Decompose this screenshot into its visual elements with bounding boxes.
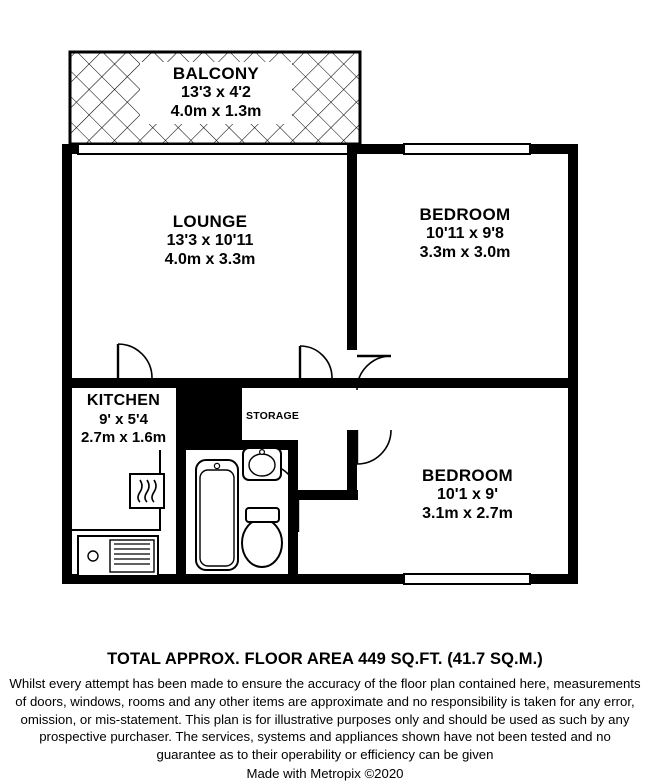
room-label-bedroom-1 <box>370 205 560 263</box>
disclaimer-text: Whilst every attempt has been made to ensure the accuracy of the floor plan contained here, measurements of doors, windows, rooms and any other items are approximate and no responsibility is taken for any error, omission, or mis-statement. This plan is for illustrative purposes only and should be used as such by any prospective purchaser. The services, systems and appliances shown have not been tested and no guarantee as to their operability or efficiency can be given <box>9 676 641 763</box>
room-label-lounge <box>115 212 305 270</box>
room-name-kitchen: KITCHEN <box>86 392 161 409</box>
kitchen-fittings <box>72 450 164 576</box>
room-dim-imperial-bedroom-2: 10'1 x 9' <box>437 486 498 504</box>
room-name-lounge: LOUNGE <box>172 212 248 231</box>
floor-plan-footer <box>0 640 650 781</box>
room-name-balcony: BALCONY <box>172 64 260 83</box>
room-dim-imperial-lounge: 13'3 x 10'11 <box>166 232 254 250</box>
room-name-bedroom-1: BEDROOM <box>419 205 511 224</box>
room-label-storage: STORAGE <box>246 410 300 422</box>
total-floor-area: TOTAL APPROX. FLOOR AREA 449 SQ.FT. (41.7 SQ.M.) <box>107 650 543 668</box>
room-label-balcony <box>116 64 316 122</box>
made-with-credit: Made with Metropix ©2020 <box>246 766 404 781</box>
room-label-bedroom-2 <box>375 466 560 524</box>
room-dim-metric-bedroom-2: 3.1m x 2.7m <box>422 504 513 522</box>
room-label-kitchen <box>66 392 181 446</box>
room-dim-metric-kitchen: 2.7m x 1.6m <box>80 428 167 446</box>
room-dim-metric-lounge: 4.0m x 3.3m <box>164 250 256 268</box>
room-dim-imperial-bedroom-1: 10'11 x 9'8 <box>426 225 504 243</box>
room-dim-metric-balcony: 4.0m x 1.3m <box>170 102 262 120</box>
room-dim-imperial-kitchen: 9' x 5'4 <box>99 410 148 428</box>
bathroom-fixtures <box>196 448 282 570</box>
room-dim-imperial-balcony: 13'3 x 4'2 <box>181 84 251 102</box>
room-dim-metric-bedroom-1: 3.3m x 3.0m <box>419 243 511 261</box>
room-name-bedroom-2: BEDROOM <box>422 466 513 485</box>
